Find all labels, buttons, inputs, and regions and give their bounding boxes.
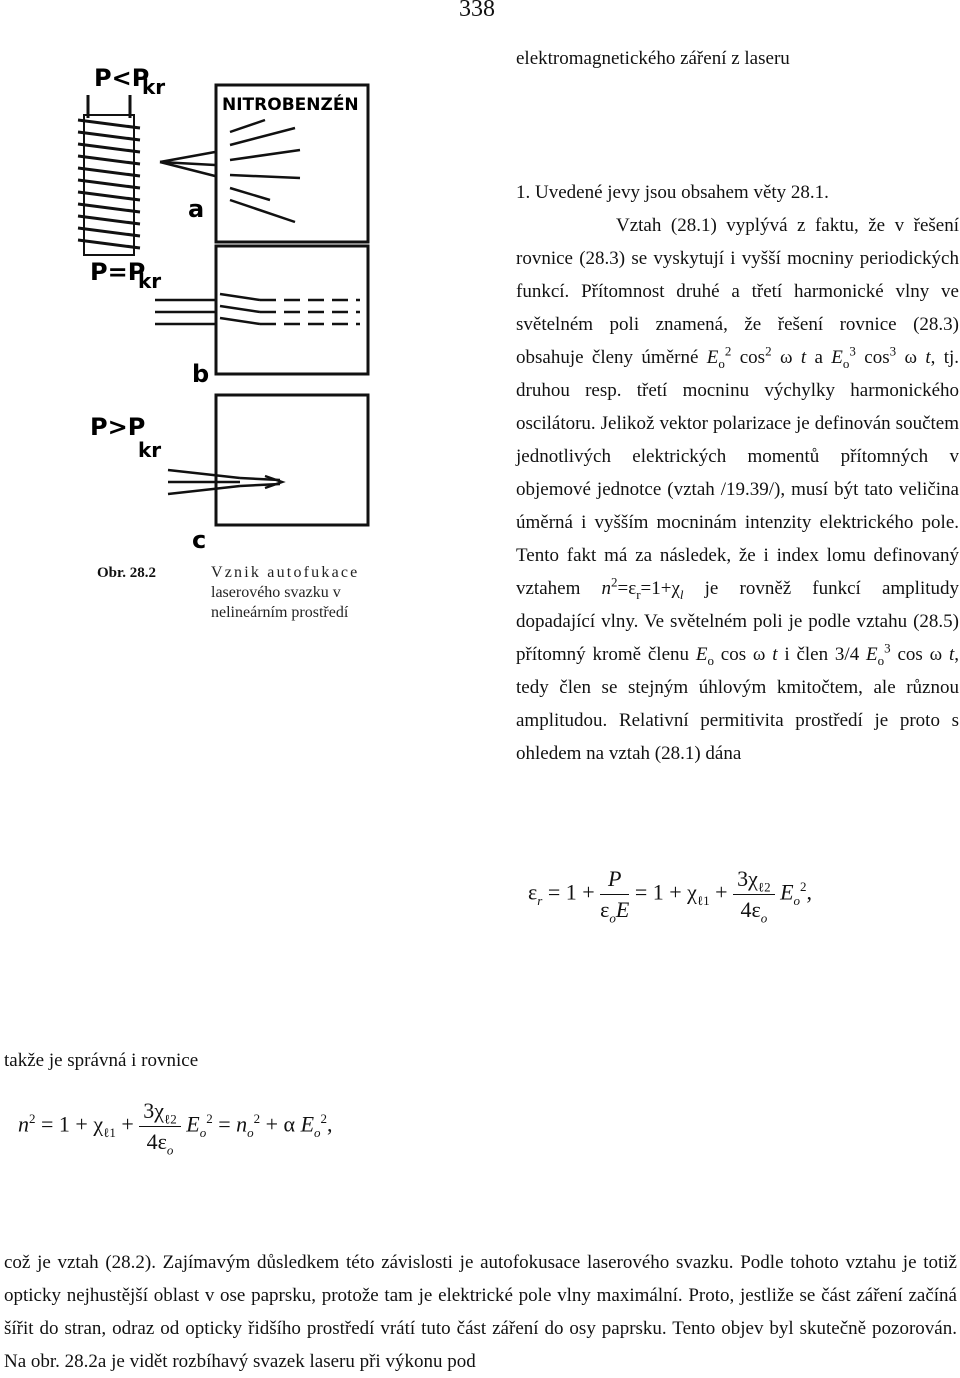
panel-b — [90, 246, 368, 388]
panel-b-sub: kr — [138, 269, 162, 293]
figure-label: Obr. 28.2 — [97, 565, 157, 581]
page-number: 338 — [459, 0, 495, 22]
paragraph-1: 1. Uvedené jevy jsou obsahem věty 28.1. — [516, 182, 829, 203]
figure-caption-rest: laserového svazku v nelineárním prostředí — [211, 584, 349, 621]
panel-c-condition: P>P — [90, 413, 146, 441]
right-column-text — [516, 176, 959, 770]
panel-c-letter: c — [192, 526, 207, 554]
equation-index: $n^2 = 1 + \chi_{\ell 1}$ + $\frac{3\chi_{\ell 2}}{4\varepsilon_o}$ $E_o^2 = n_o^2 + \alpha$ $E_o^2$, — [18, 1098, 333, 1158]
figure-caption — [211, 563, 373, 623]
continued-caption: elektromagnetického záření z laseru — [516, 48, 790, 69]
panel-b-condition: P=P — [90, 258, 146, 286]
panel-a — [78, 64, 368, 255]
figure-self-focusing — [60, 50, 380, 570]
panel-a-sub: kr — [142, 75, 166, 99]
bottom-paragraph: což je vztah (28.2). Zajímavým důsledkem této závislosti je autofokusace laserového svazku. Podle tohoto vztahu je totiž opticky nejhustější oblast v ose paprsku, protože tam je elektrické pole vlny maximální. Proto, jestliže se část záření začíná šířit do stran, odraz od opticky řidšího prostředí vrátí tuto část záření do osy paprsku. Tento objev byl skutečně pozorován. Na obr. 28.2a je vidět rozbíhavý svazek laseru při výkonu pod — [4, 1252, 957, 1372]
panel-a-letter: a — [188, 195, 205, 223]
figure-caption-spaced: Vznik autofukace — [211, 564, 360, 581]
panel-c-sub: kr — [138, 438, 162, 462]
panel-b-letter: b — [192, 360, 210, 388]
panel-a-condition: P<P — [94, 64, 150, 92]
equation-permittivity: $\varepsilon_r = 1$ + $\frac{P}{\varepsilon_oE}$ = $1 + \chi_{\ell 1}$ + $\frac{3\chi_{\ell 2}}{4\varepsilon_o}$ $E_o^2$, — [528, 866, 813, 926]
panel-c — [90, 395, 368, 554]
mid-text: takže je správná i rovnice — [4, 1050, 199, 1071]
panel-a-box-label: NITROBENZÉN — [222, 95, 359, 115]
paragraph-2: Vztah (28.1) vyplývá z faktu, že v řešení rovnice (28.3) se vyskytují i vyšší mocniny periodických funkcí. Přítomnost druhé a třetí harmonické vlny ve světelném poli znamená, že řešení rovnice (28.3) obsahuje členy úměrné $E_o^2$ $\cos^2 \omega$ t a $E_o^3$ $\cos^3 \omega$ t, tj. druhou resp. třetí mocninu výchylky harmonického oscilátoru. Jelikož vektor polarizace je definován součtem jednotlivých elektrických momentů přítomných v objemové jednotce (vztah /19.39/), musí být tato veličina úměrná i vyšším mocninám intenzity elektrického pole. Tento fakt má za následek, že i index lomu definovaný vztahem $n^2=\varepsilon_r=1+\chi_l$ je rovněž funkcí amplitudy dopadající vlny. Ve světelném poli je podle vztahu (28.5) přítomný kromě členu $E_o$ cos ω t i člen 3/4 $E_o^3$ cos ω t, tedy člen se stejným úhlovým kmitočtem, ale různou amplitudou. Relativní permitivita prostředí je proto s ohledem na vztah (28.1) dána — [516, 215, 960, 764]
